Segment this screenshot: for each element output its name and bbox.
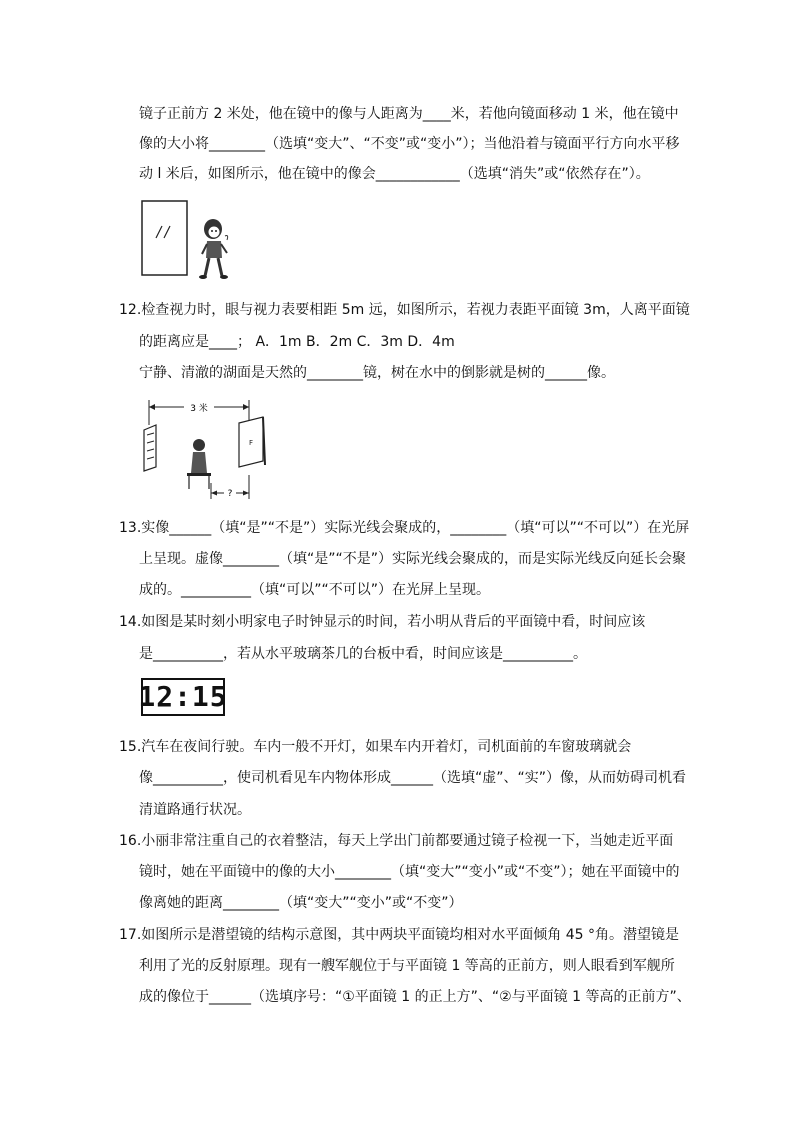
distance-label-bottom: ? [227,489,233,499]
q11-line-3: 动 l 米后，如图所示，他在镜中的像会____________（选填“消失”或“依然存在”）。 [139,166,650,182]
mirror-glint-1 [156,226,162,238]
eye-chart-icon [144,425,156,471]
q12-line-3: 宁静、清澈的湖面是天然的________镜，树在水中的倒影就是树的______像。 [139,365,615,381]
person-icon [199,219,228,279]
q13-line-1: 13.实像______（填“是”“不是”）实际光线会聚成的，________（填“可以”“不可以”）在光屏 [119,520,690,536]
q14-line-2: 是__________，若从水平玻璃茶几的台板中看，时间应该是__________。 [139,646,587,662]
clock-time: 12:15 [138,680,228,713]
q14-line-1: 14.如图是某时刻小明家电子时钟显示的时间，若小明从背后的平面镜中看，时间应该 [119,614,646,630]
distance-label-top: 3 米 [190,404,208,414]
q13-line-3: 成的。__________（填“可以”“不可以”）在光屏上呈现。 [139,582,491,598]
q16-line-3: 像离她的距离________（填“变大”“变小”或“不变”） [139,895,463,911]
q15-line-3: 清道路通行状况。 [139,802,251,818]
q12-line-2: 的距离应是____； A．1m B．2m C．3m D．4m [139,334,455,350]
q15-line-1: 15.汽车在夜间行驶。车内一般不开灯，如果车内开着灯，司机面前的车窗玻璃就会 [119,739,632,755]
q17-line-1: 17.如图所示是潜望镜的结构示意图，其中两块平面镜均相对水平面倾角 45 °角。潜望镜是 [119,927,679,943]
q16-line-1: 16.小丽非常注重自己的衣着整洁，每天上学出门前都要通过镜子检视一下，当她走近平面 [119,833,674,849]
q11-line-1: 镜子正前方 2 米处，他在镜中的像与人距离为____米，若他向镜面移动 1 米，他在镜中 [139,106,679,122]
digital-clock-display [138,678,228,716]
q12-line-1: 12.检查视力时，眼与视力表要相距 5m 远，如图所示，若视力表距平面镜 3m，人离平面镜 [119,302,690,318]
mirror-glint-2 [164,226,170,238]
q11-line-2: 像的大小将________（选填“变大”、“不变”或“变小”）；当他沿着与镜面平行方向水平移 [139,136,680,152]
q15-line-2: 像__________，使司机看见车内物体形成______（选填“虚”、“实”）像，从而妨碍司机看 [139,770,687,786]
q13-line-2: 上呈现。虚像________（填“是”“不是”）实际光线会聚成的，而是实际光线反向延长会聚 [139,551,687,567]
mirror-person-figure [139,198,239,283]
person-seated-icon [187,439,211,489]
svg-text:F: F [249,439,254,447]
q17-line-3: 成的像位于______（选填序号：“①平面镜 1 的正上方”、“②与平面镜 1 等高的正前方”、 [139,989,691,1005]
q16-line-2: 镜时，她在平面镜中的像的大小________（填“变大”“变小”或“不变”）；她在平面镜中的 [139,864,680,880]
eye-test-figure [139,395,269,503]
q17-line-2: 利用了光的反射原理。现有一艘军舰位于与平面镜 1 等高的正前方，则人眼看到军舰所 [139,958,675,974]
